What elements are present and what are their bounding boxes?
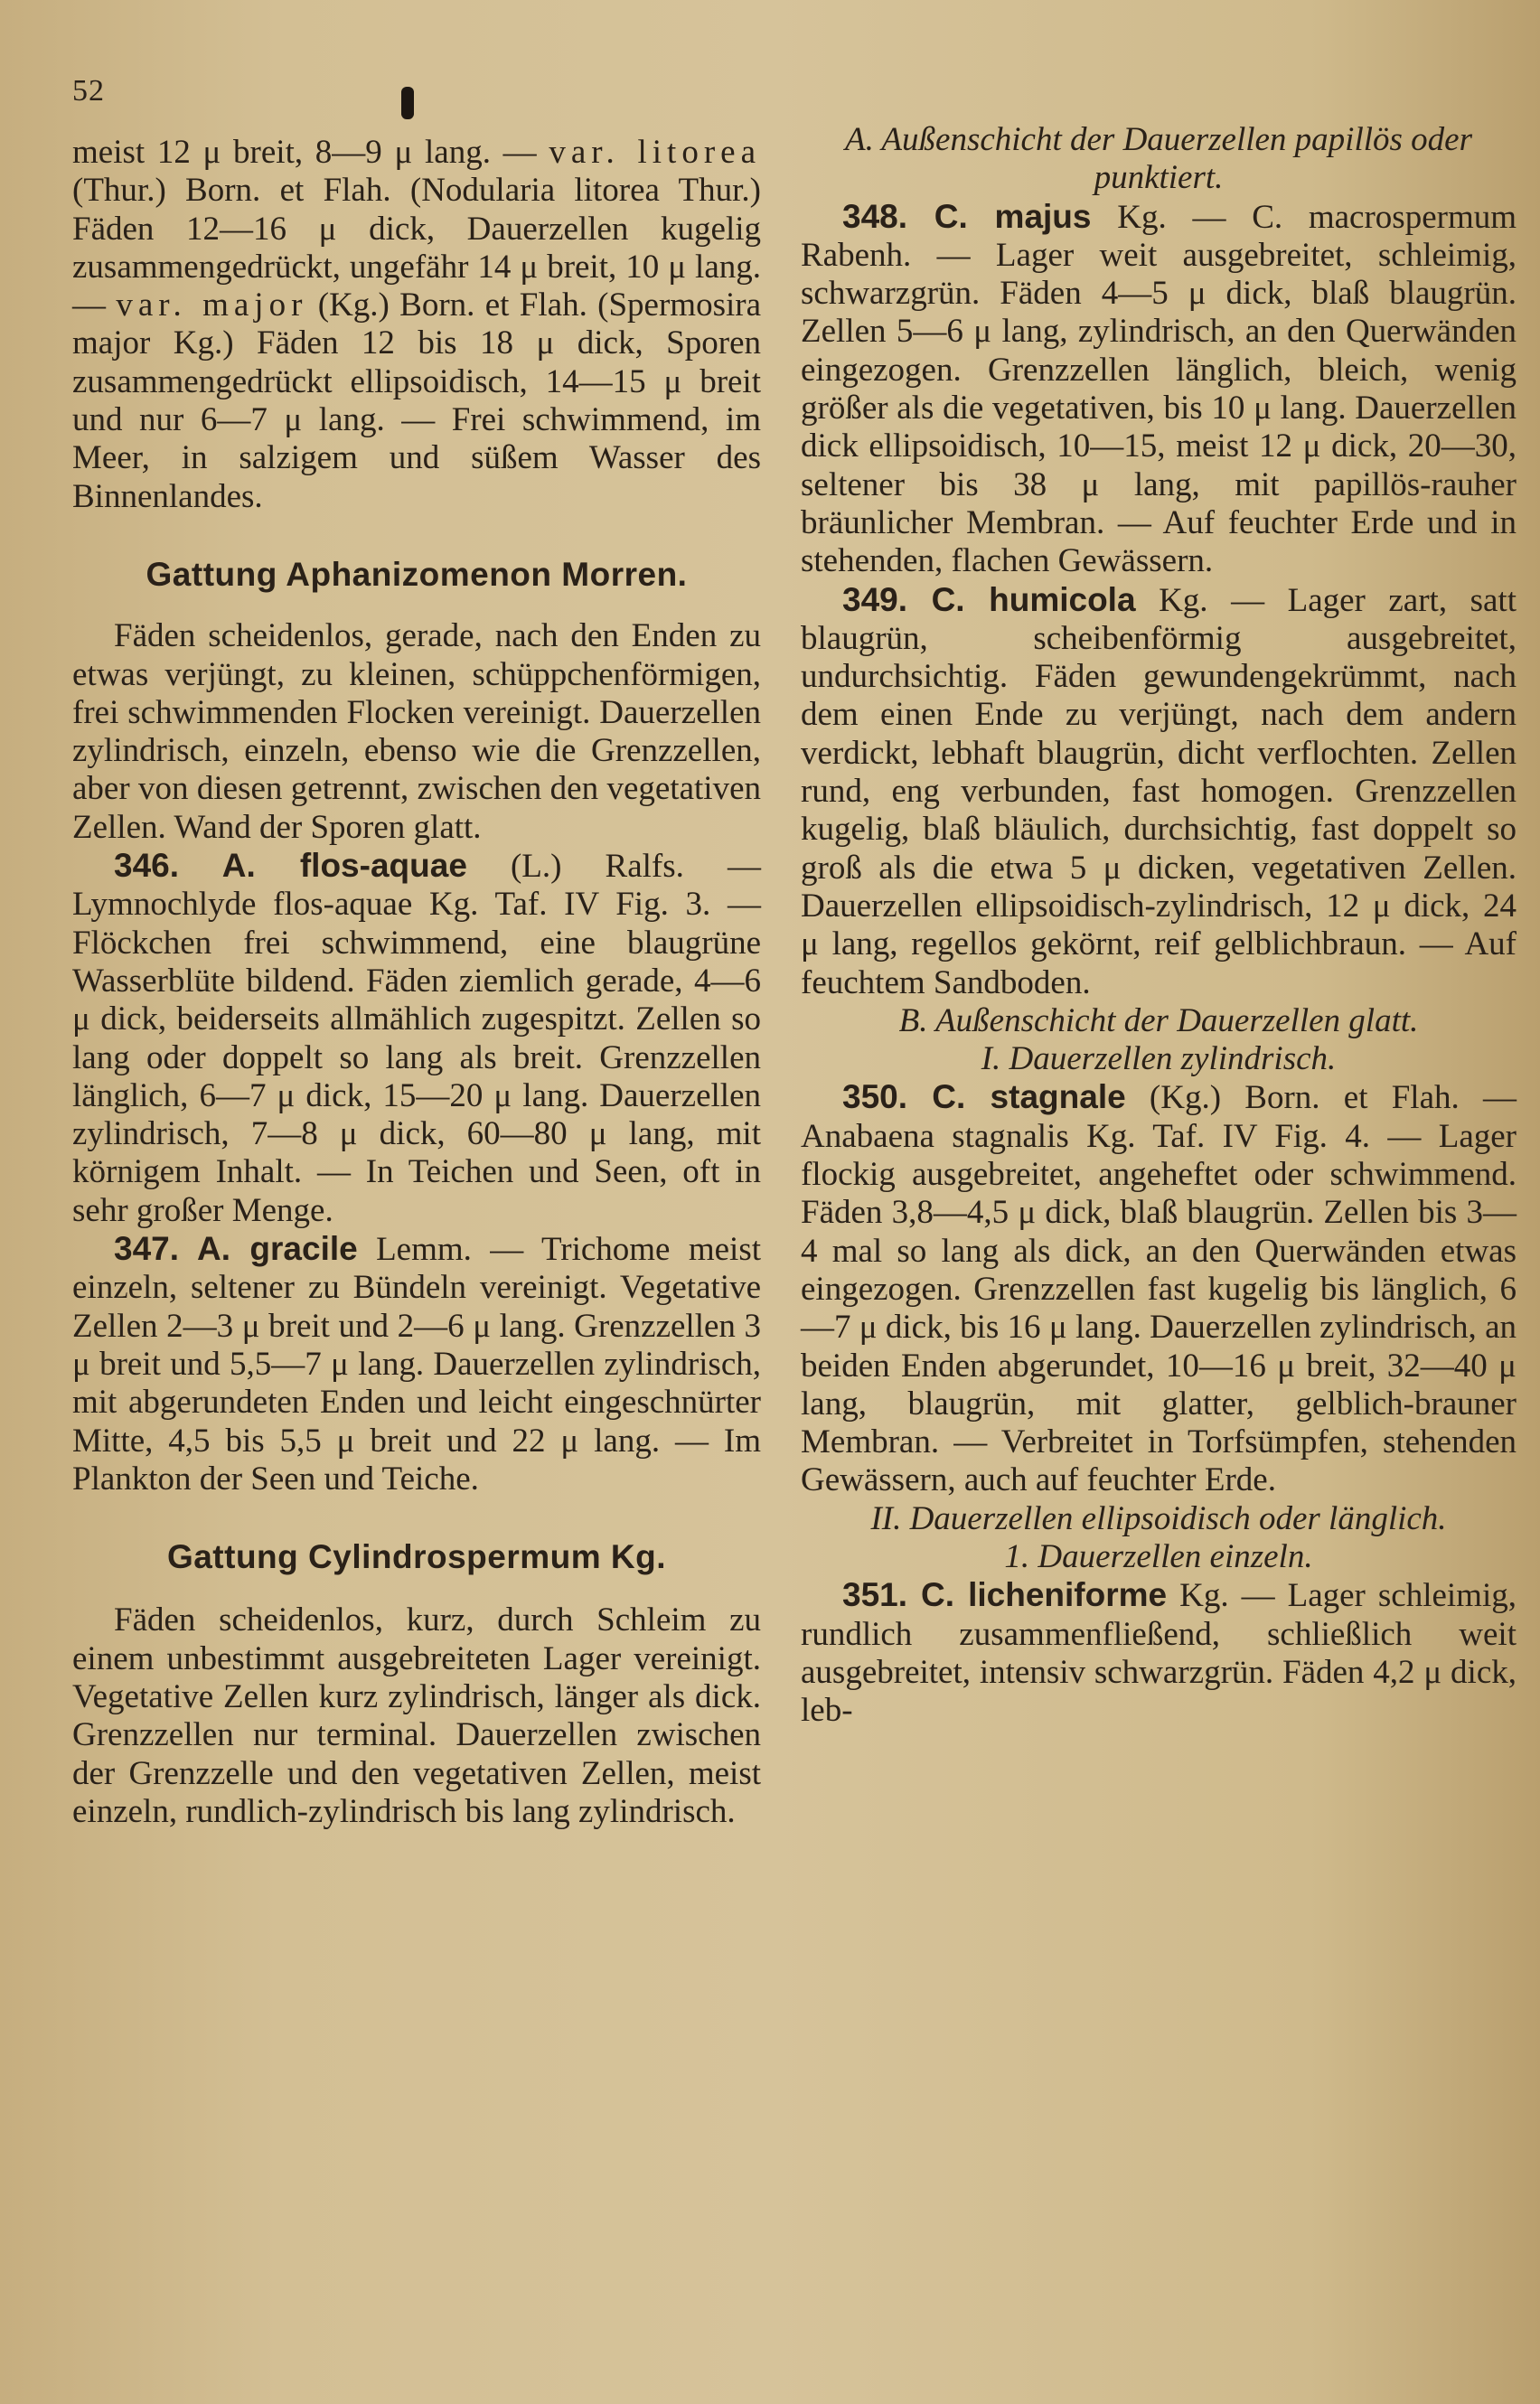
paragraph-nostoc-varieties xyxy=(72,134,761,516)
text-run: (Kg.) Born. et Flah. (Spermosira major Kg.) Fäden 12 bis 18 μ dick, Sporen zusammengedrückt ellipsoidisch, 14—15 μ breit und nur 6—7 μ lang. — Frei schwimmend, im Meer, in salzigem und süßem Wasser des Binnenlandes. xyxy=(72,286,761,515)
species-text: Kg. — Lager schleimig, rundlich zusammenfließend, schließlich weit ausgebreitet, intensiv schwarzgrün. Fäden 4,2 μ dick, leb- xyxy=(801,1577,1517,1730)
species-text: Kg. — C. macrospermum Rabenh. — Lager weit ausgebreitet, schleimig, schwarzgrün. Fäden 4—5 μ dick, blaß blaugrün. Zellen 5—6 μ lang, zylindrisch, an den Querwänden eingezogen. Grenzzellen länglich, bleich, wenig größer als die vegetativen, bis 10 μ lang. Dauerzellen dick ellipsoidisch, 10—15, meist 12 μ dick, 20—30, seltener bis 38 μ lang, mit papillös-rauher bräunlicher Membran. — Auf feuchter Erde und in stehenden, flachen Gewässern. xyxy=(801,198,1517,580)
species-entry-348 xyxy=(801,198,1517,581)
species-name: 350. C. stagnale xyxy=(842,1078,1126,1116)
subsection-heading: 1. Dauerzellen einzeln. xyxy=(1004,1537,1313,1575)
text-run: (Thur.) Born. et Flah. (Nodularia litorea Thur.) Fäden 12—16 μ dick, Dauerzellen kugelig zusammengedrückt, ungefähr 14 μ breit, 10 μ lang. — xyxy=(72,172,761,324)
variety-name: var. major xyxy=(116,286,308,324)
genus-description: Fäden scheidenlos, kurz, durch Schleim zu einem unbestimmt ausgebreiteten Lager vereinigt. Vegetative Zellen kurz zylindrisch, länger als dick. Grenzzellen nur terminal. Dauerzellen zwischen der Grenzzelle und den vegetativen Zellen, meist einzeln, rundlich-zylindrisch bis lang zylindrisch. xyxy=(72,1601,761,1830)
genus-heading-aphanizomenon: Gattung Aphanizomenon Morren. xyxy=(146,555,688,593)
right-column xyxy=(801,121,1517,1730)
species-text: Lemm. — Trichome meist einzeln, seltener zu Bündeln vereinigt. Vegetative Zellen 2—3 μ breit und 2—6 μ lang. Grenzzellen 3 μ breit und 5,5—7 μ lang. Dauerzellen zylindrisch, mit abgerundeten Enden und leicht eingeschnürter Mitte, 4,5 bis 5,5 μ breit und 22 μ lang. — Im Plankton der Seen und Teiche. xyxy=(72,1231,761,1498)
variety-name: var. litorea xyxy=(549,134,761,171)
section-heading-b: B. Außenschicht der Dauerzellen glatt. xyxy=(898,1001,1419,1039)
genus-description: Fäden scheidenlos, gerade, nach den Enden zu etwas verjüngt, zu kleinen, schüppchenförmigen, frei schwimmenden Flocken vereinigt. Dauerzellen zylindrisch, einzeln, ebenso wie die Grenzzellen, aber von diesen getrennt, zwischen den vegetativen Zellen. Wand der Sporen glatt. xyxy=(72,617,761,846)
species-name: 351. C. licheniforme xyxy=(842,1576,1168,1614)
section-heading-a: A. Außenschicht der Dauerzellen papillös oder punktiert. xyxy=(845,121,1472,197)
species-entry-347 xyxy=(72,1230,761,1498)
species-name: 349. C. humicola xyxy=(842,580,1136,618)
subsection-heading: II. Dauerzellen ellipsoidisch oder länglich. xyxy=(870,1499,1447,1537)
species-text: Kg. — Lager zart, satt blaugrün, scheibenförmig ausgebreitet, undurchsichtig. Fäden gewundengekrümmt, nach dem einen Ende zu verjüngt, nach dem andern verdickt, lebhaft blaugrün, dicht verflochten. Zellen rund, eng verbunden, fast homogen. Grenzzellen kugelig, blaß bläulich, durchsichtig, fast doppelt so groß als die etwa 5 μ dicken, vegetativen Zellen. Dauerzellen ellipsoidisch-zylindrisch, 12 μ dick, 24 μ lang, regellos gekörnt, reif gelblichbraun. — Auf feuchtem Sandboden. xyxy=(801,581,1517,1001)
species-name: 348. C. majus xyxy=(842,197,1092,235)
species-text: (L.) Ralfs. — Lymnochlyde flos-aquae Kg. Taf. IV Fig. 3. — Flöckchen frei schwimmend, eine blaugrüne Wasserblüte bildend. Fäden ziemlich gerade, 4—6 μ dick, beiderseits allmählich zugespitzt. Zellen so lang oder doppelt so lang als breit. Grenzzellen länglich, 6—7 μ dick, 15—20 μ lang. Dauerzellen zylindrisch, 7—8 μ dick, 60—80 μ lang, mit körnigem Inhalt. — In Teichen und Seen, oft in sehr großer Menge. xyxy=(72,848,761,1229)
page-number: 52 xyxy=(72,74,105,108)
subsection-heading: I. Dauerzellen zylindrisch. xyxy=(981,1040,1337,1078)
species-text: (Kg.) Born. et Flah. — Anabaena stagnalis Kg. Taf. IV Fig. 4. — Lager flockig ausgebreitet, angeheftet oder schwimmend. Fäden 3,8—4,5 μ dick, blaß blaugrün. Zellen bis 3—4 mal so lang als dick, an den Querwänden etwas eingezogen. Grenzzellen fast kugelig bis länglich, 6—7 μ dick, bis 16 μ lang. Dauerzellen zylindrisch, an beiden Enden abgerundet, 10—16 μ breit, 32—40 μ lang, blaugrün, mit glatter, gelblich-brauner Membran. — Verbreitet in Torfsümpfen, stehenden Gewässern, auch auf feuchter Erde. xyxy=(801,1079,1517,1499)
species-name: 347. A. gracile xyxy=(114,1230,358,1268)
species-name: 346. A. flos-aquae xyxy=(114,847,467,885)
genus-heading-cylindrospermum: Gattung Cylindrospermum Kg. xyxy=(166,1538,667,1576)
left-column xyxy=(72,134,761,1831)
species-entry-351 xyxy=(801,1576,1517,1730)
species-entry-350 xyxy=(801,1078,1517,1499)
text-run: meist 12 μ breit, 8—9 μ lang. — xyxy=(72,134,549,171)
species-entry-346 xyxy=(72,847,761,1230)
ink-blot xyxy=(401,87,414,119)
species-entry-349 xyxy=(801,581,1517,1002)
